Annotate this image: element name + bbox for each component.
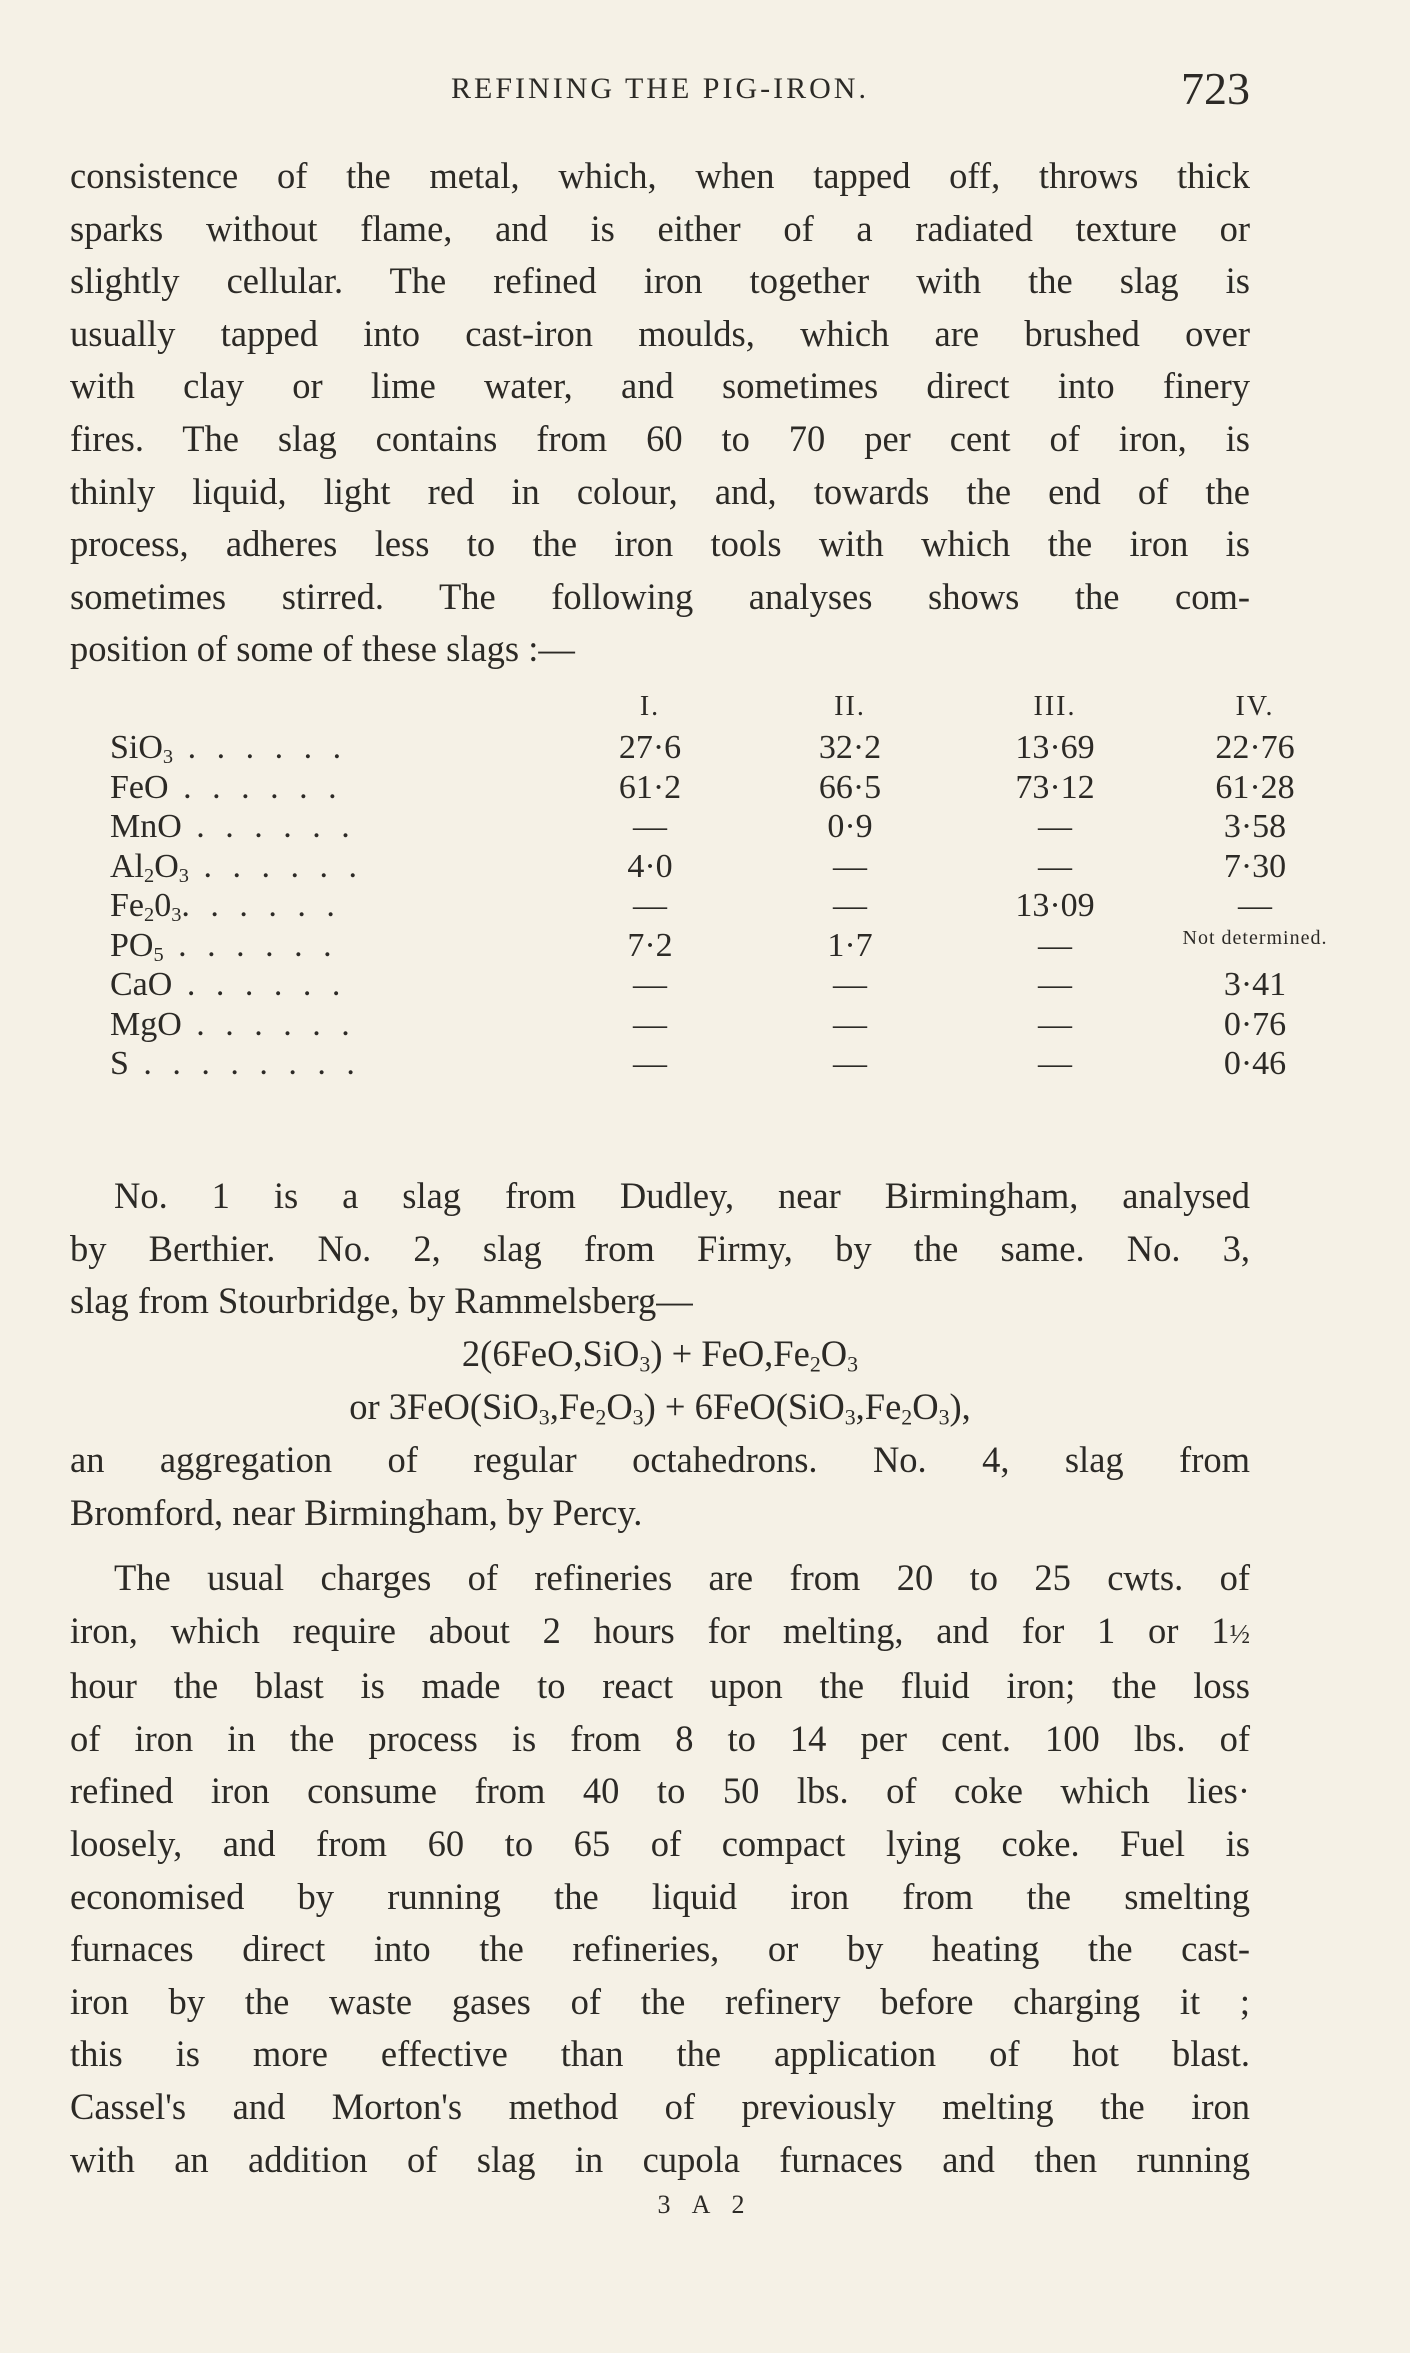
table-cell: 3·58 — [1223, 808, 1287, 845]
text-line: fires. The slag contains from 60 to 70 per cent of iron, is — [70, 417, 1250, 459]
table-row — [110, 1005, 1287, 1046]
text-line: economised by running the liquid iron from the smelting — [70, 1875, 1250, 1917]
table-cell: — — [633, 808, 667, 845]
paragraph-4 — [70, 1552, 1250, 2186]
table-cell: 3·41 — [1223, 966, 1287, 1003]
table-row — [110, 808, 1287, 848]
text-line: Cassel's and Morton's method of previously melting the iron — [70, 2085, 1250, 2127]
table-header-row — [110, 683, 1275, 729]
table-row — [110, 768, 1295, 809]
component-label: $Fe_20_3$. . . . . . — [110, 887, 341, 925]
table-cell: — — [1238, 887, 1272, 924]
table-cell: 7·2 — [627, 926, 673, 964]
table-row — [110, 847, 1287, 888]
printer-signature: 3 A 2 — [657, 2190, 753, 2219]
table-cell: 7·30 — [1223, 847, 1287, 885]
text-line: loosely, and from 60 to 65 of compact lying coke. Fuel is — [70, 1822, 1250, 1864]
component-label: CaO . . . . . . — [110, 966, 347, 1003]
table-cell: — — [833, 1045, 867, 1082]
component-label: SiO$_3$ . . . . . . — [110, 729, 348, 767]
text-line: thinly liquid, light red in colour, and, towards the end of the — [70, 470, 1250, 512]
table-cell: — — [833, 887, 867, 924]
formula-line: $2(6FeO,SiO_3) + FeO,Fe_2O_3$ — [461, 1333, 859, 1377]
column-header: II. — [834, 691, 866, 722]
text-line: slag from Stourbridge, by Rammelsberg— — [70, 1280, 693, 1322]
table-cell: 0·9 — [827, 808, 873, 845]
paragraph-2 — [70, 1170, 1250, 1328]
table-cell: — — [833, 966, 867, 1003]
page-number: 723 — [1181, 63, 1250, 114]
text-line: position of some of these slags :— — [70, 628, 575, 670]
table-cell: 4·0 — [627, 847, 673, 885]
table-cell: 0·76 — [1223, 1005, 1287, 1043]
table-cell: 61·2 — [618, 768, 682, 806]
component-label: S . . . . . . . . — [110, 1045, 361, 1082]
table-cell: 1·7 — [827, 926, 873, 964]
chemical-formula — [70, 1328, 1250, 1433]
table-cell: 0·46 — [1223, 1045, 1287, 1082]
table-cell: 27·6 — [618, 729, 682, 766]
table-cell: — — [1038, 926, 1072, 964]
text-line: process, adheres less to the iron tools with which the iron is — [70, 523, 1250, 565]
text-line: sparks without flame, and is either of a radiated texture or — [70, 207, 1250, 249]
table-cell: — — [633, 1045, 667, 1082]
slag-analysis-table — [110, 683, 1328, 1085]
table-cell: 22·76 — [1215, 729, 1295, 766]
table-cell: — — [1038, 847, 1072, 885]
table-cell: — — [833, 1005, 867, 1043]
text-line: iron, which require about 2 hours for melting, and for 1 or 1½ — [70, 1609, 1250, 1651]
text-line: this is more effective than the application of hot blast. — [70, 2033, 1250, 2075]
table-row — [110, 926, 1328, 967]
component-label: MnO . . . . . . — [110, 808, 356, 845]
paragraph-1 — [70, 150, 1250, 676]
table-cell: 13·69 — [1015, 729, 1095, 766]
text-line: by Berthier. No. 2, slag from Firmy, by the same. No. 3, — [70, 1227, 1250, 1269]
component-label: $Al_2O_3$ . . . . . . — [110, 847, 363, 886]
text-line: with clay or lime water, and sometimes direct into finery — [70, 365, 1250, 407]
text-line: an aggregation of regular octahedrons. No. 4, slag from — [70, 1439, 1250, 1480]
running-header — [70, 62, 1250, 122]
formula-line: or $3FeO(SiO_3,Fe_2O_3) + 6FeO(SiO_3,Fe_2O_3)$, — [349, 1385, 971, 1430]
table-cell: — — [633, 1005, 667, 1043]
table-cell: — — [633, 966, 667, 1003]
column-header: III. — [1033, 691, 1077, 722]
table-cell: — — [633, 887, 667, 924]
text-line: furnaces direct into the refineries, or by heating the cast- — [70, 1928, 1250, 1970]
table-cell: 66·5 — [818, 768, 882, 806]
text-line: iron by the waste gases of the refinery before charging it ; — [70, 1980, 1250, 2022]
table-cell: — — [1038, 1005, 1072, 1043]
text-line: Bromford, near Birmingham, by Percy. — [70, 1491, 643, 1533]
table-row — [110, 1045, 1287, 1085]
component-label: FeO . . . . . . — [110, 768, 343, 806]
table-cell: — — [1038, 808, 1072, 845]
text-line: hour the blast is made to react upon the fluid iron; the loss — [70, 1665, 1250, 1707]
table-cell: 13·09 — [1015, 887, 1095, 924]
table-cell: — — [833, 847, 867, 885]
table-cell-note: Not determined. — [1182, 926, 1328, 949]
table-cell: 61·28 — [1215, 768, 1295, 806]
table-row — [110, 887, 1272, 927]
fraction-half: ½ — [1229, 1618, 1250, 1649]
component-label: MgO . . . . . . — [110, 1005, 356, 1043]
text-line: consistence of the metal, which, when tapped off, throws thick — [70, 155, 1250, 196]
table-cell: — — [1038, 966, 1072, 1003]
table-cell: — — [1038, 1045, 1072, 1082]
table-row — [110, 729, 1295, 769]
table-cell: 32·2 — [818, 729, 882, 766]
text-line: slightly cellular. The refined iron together with the slag is — [70, 260, 1250, 302]
table-row — [110, 966, 1287, 1006]
component-label: $PO_5$ . . . . . . — [110, 926, 338, 965]
text-line: of iron in the process is from 8 to 14 per cent. 100 lbs. of — [70, 1717, 1250, 1759]
text-line: No. 1 is a slag from Dudley, near Birmingham, analysed — [114, 1175, 1250, 1216]
running-title: REFINING THE PIG-IRON. — [451, 72, 869, 105]
text-line: refined iron consume from 40 to 50 lbs. of coke which lies· — [70, 1770, 1250, 1812]
text-line: sometimes stirred. The following analyses shows the com- — [70, 575, 1250, 617]
text-line: usually tapped into cast-iron moulds, which are brushed over — [70, 312, 1250, 354]
column-header: I. — [639, 691, 661, 722]
table-cell: 73·12 — [1015, 768, 1095, 806]
column-header: IV. — [1235, 691, 1275, 722]
text-line: The usual charges of refineries are from 20 to 25 cwts. of — [114, 1557, 1250, 1598]
paragraph-3 — [70, 1434, 1250, 1539]
text-line: with an addition of slag in cupola furnaces and then running — [70, 2138, 1250, 2180]
